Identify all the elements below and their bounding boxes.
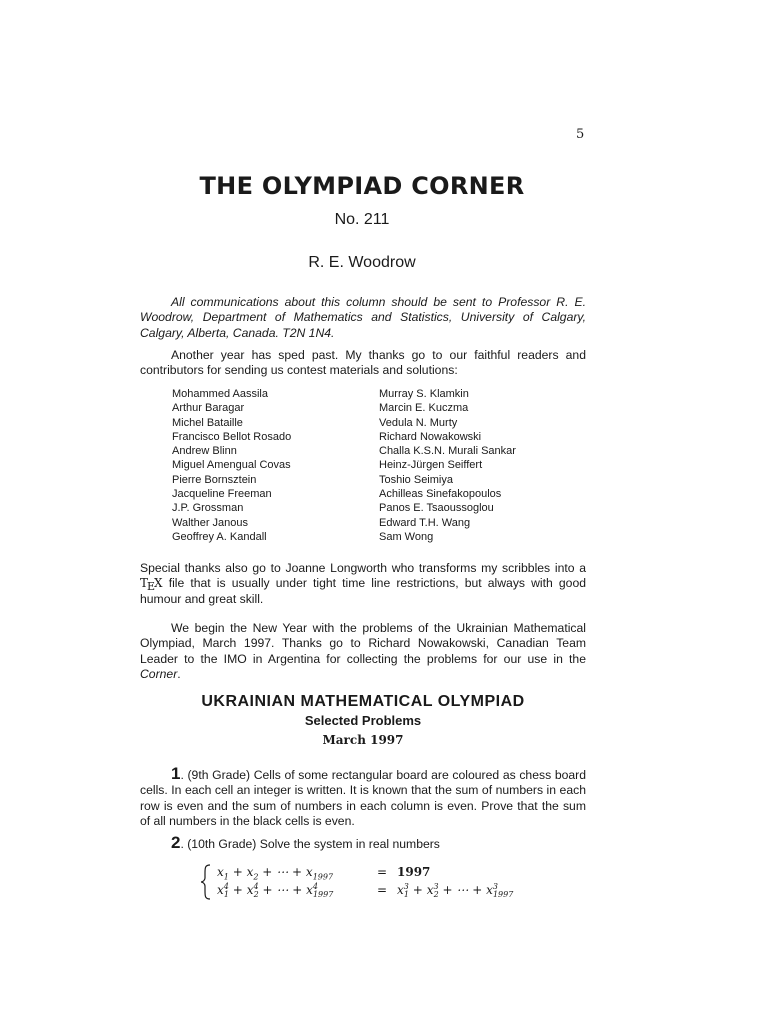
begin-end: . — [177, 666, 181, 681]
tex-logo-x: X — [154, 576, 163, 591]
special-thanks — [140, 561, 586, 607]
page-title: THE OLYMPIAD CORNER — [199, 172, 525, 200]
contributor-name: Sam Wong — [379, 530, 434, 543]
tex-logo — [140, 576, 163, 594]
tex-logo-t: T — [140, 576, 149, 591]
contributor-name: J.P. Grossman — [172, 502, 244, 515]
contributor-name: Michel Bataille — [172, 416, 243, 429]
contributor-name: Marcin E. Kuczma — [379, 402, 469, 415]
issue-number: No. 211 — [334, 211, 390, 228]
begin-text: We begin the New Year with the problems of the Ukrainian Mathematical Olympiad, March 1997. Thanks go to Richard Nowakowski, Canadian Team Leader to the IMO in Argentina for collecting the problems for our use in the — [140, 621, 586, 666]
equation-row-1 — [217, 865, 430, 881]
equation-row-2 — [217, 882, 513, 899]
contributor-name: Miguel Amengual Covas — [172, 459, 291, 472]
contributor-name: Heinz-Jürgen Seiffert — [379, 459, 483, 472]
section-subtitle: Selected Problems — [304, 713, 422, 728]
equation-2-rhs: $x^3_1 + x^3_2$ + ⋯ + $x^3_{1997}$ — [397, 882, 514, 900]
contributor-name: Andrew Blinn — [172, 445, 237, 458]
contributor-name: Edward T.H. Wang — [379, 516, 471, 529]
problem-1-number: 1 — [171, 764, 181, 783]
intro-thanks: Another year has sped past. My thanks go to our faithful readers and contributors for sending us contest materials and solutions: — [140, 348, 586, 378]
contributor-name: Challa K.S.N. Murali Sankar — [379, 445, 516, 458]
contributor-name: Mohammed Aassila — [172, 388, 268, 400]
contributor-name: Richard Nowakowski — [379, 430, 482, 443]
problem-1-text: . (9th Grade) Cells of some rectangular board are coloured as chess board cells. In each cell an integer is written. It is known that the sum of numbers in each row is even and the sum of numbers in each column is even. Prove that the sum of all numbers in the black cells is even. — [140, 768, 586, 828]
intro-communications: All communications about this column should be sent to Professor R. E. Woodrow, Department of Mathematics and Statistics, University of Calgary, Calgary, Alberta, Canada. T2N 1N4. — [140, 295, 586, 340]
contributor-name: Francisco Bellot Rosado — [172, 430, 292, 443]
problem-2 — [140, 835, 586, 852]
contributor-name: Toshio Seimiya — [379, 473, 453, 486]
equation-1-op: = — [376, 865, 388, 879]
contributor-name: Walther Janous — [172, 516, 249, 529]
left-brace-icon — [199, 864, 213, 900]
tex-logo-e: E — [147, 580, 156, 594]
author-name: R. E. Woodrow — [308, 254, 416, 271]
contributors-right-column — [379, 387, 516, 544]
equation-1-lhs: $x_1 + x_2$ + ⋯ + $x_{1997}$ — [217, 865, 334, 882]
section-date: March 1997 — [322, 733, 404, 747]
equation-2-op: = — [376, 883, 388, 897]
section-title: UKRAINIAN MATHEMATICAL OLYMPIAD — [201, 693, 525, 710]
equation-1-rhs: 1997 — [397, 865, 431, 879]
special-thanks-after: file that is usually under tight time line restrictions, but always with good humour and great skill. — [140, 576, 586, 606]
special-thanks-before: Special thanks also go to Joanne Longworth who transforms my scribbles into a — [140, 561, 586, 575]
problem-2-text: . (10th Grade) Solve the system in real numbers — [180, 837, 440, 851]
contributor-name: Arthur Baragar — [172, 402, 245, 415]
problem-1 — [140, 766, 586, 829]
contributor-name: Pierre Bornsztein — [172, 473, 257, 486]
contributor-name: Panos E. Tsaoussoglou — [379, 502, 494, 515]
equation-2-lhs: $x^4_1 + x^4_2$ + ⋯ + $x^4_{1997}$ — [217, 882, 334, 900]
begin-paragraph — [140, 621, 586, 682]
contributor-name: Jacqueline Freeman — [172, 488, 272, 501]
contributor-name: Murray S. Klamkin — [379, 388, 469, 400]
contributor-name: Vedula N. Murty — [379, 416, 458, 429]
equation-system — [199, 864, 539, 904]
page-number: 5 — [576, 127, 585, 142]
contributor-name: Achilleas Sinefakopoulos — [379, 488, 502, 501]
contributor-name: Geoffrey A. Kandall — [172, 530, 267, 543]
corner-word: Corner — [140, 666, 178, 681]
contributors-left-column — [172, 387, 291, 544]
problem-2-number: 2 — [171, 833, 181, 852]
